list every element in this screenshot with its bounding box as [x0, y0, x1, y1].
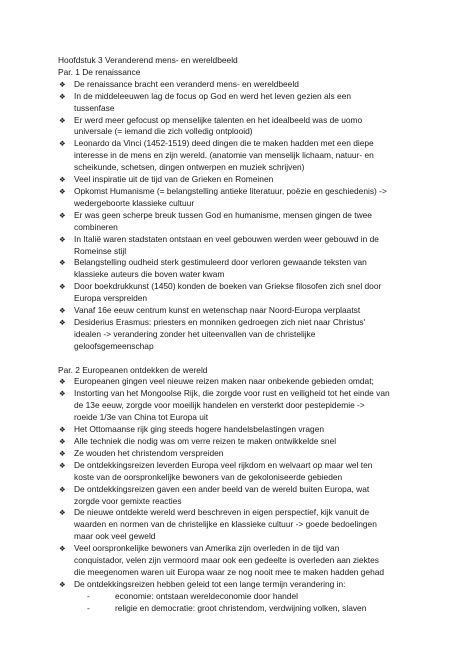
diamond-bullet-icon: ❖	[59, 139, 66, 149]
dash-bullet: -	[87, 590, 90, 601]
dash-bullet: -	[87, 602, 90, 613]
bullet-item	[58, 543, 458, 579]
bullet-item	[58, 210, 458, 234]
diamond-bullet-icon: ❖	[59, 210, 66, 220]
bullet-item	[58, 579, 458, 591]
bullet-text-line: die meegenomen waren uit Europa waar ze nog nooit mee te maken hadden gehad	[74, 566, 385, 577]
bullet-text-line: Veel inspiratie uit de tijd van de Grieken en Romeinen	[74, 174, 274, 185]
document-title: Hoofdstuk 3 Veranderend mens- en wereldbeeld	[58, 55, 238, 65]
bullet-text-line: Leonardo da Vinci (1452-1519) deed dingen die te maken hadden met een diepe	[74, 138, 374, 149]
bullet-text-line: de 13e eeuw, zorgde voor moeilijk handelen en versterkt door pestepidemie ->	[74, 400, 365, 411]
bullet-text-line: idealen -> verandering zonder het uiteenvallen van de christelijke	[74, 328, 316, 339]
bullet-item	[58, 507, 458, 543]
section-heading-2: Par. 2 Europeanen ontdekken de wereld	[58, 364, 208, 375]
diamond-bullet-icon: ❖	[59, 175, 66, 185]
bullet-text-line: combineren	[74, 221, 118, 232]
diamond-bullet-icon: ❖	[59, 436, 66, 446]
bullet-text-line: universale (= iemand die zich volledig ontplooid)	[74, 126, 253, 137]
diamond-bullet-icon: ❖	[59, 484, 66, 494]
bullet-item	[58, 460, 458, 484]
diamond-bullet-icon: ❖	[59, 377, 66, 387]
diamond-bullet-icon: ❖	[59, 544, 66, 554]
bullet-item	[58, 376, 458, 388]
bullet-text-line: Het Ottomaanse rijk ging steeds hogere handelsbelastingen vragen	[74, 424, 325, 435]
bullet-text-line: maar ook veel geweld	[74, 531, 156, 542]
bullet-text-line: De ontdekkingsreizen hebben geleid tot een lange termijn verandering in:	[74, 578, 346, 589]
bullet-item	[58, 186, 458, 210]
document-page	[58, 55, 458, 615]
section-spacer	[58, 353, 458, 365]
diamond-bullet-icon: ❖	[59, 234, 66, 244]
sub-list-text: economie: ontstaan wereldeconomie door handel	[115, 590, 298, 601]
bullet-text-line: Europeanen gingen veel nieuwe reizen maken naar onbekende gebieden omdat;	[74, 376, 374, 387]
diamond-bullet-icon: ❖	[59, 79, 66, 89]
sub-list	[58, 591, 458, 615]
diamond-bullet-icon: ❖	[59, 317, 66, 327]
diamond-bullet-icon: ❖	[59, 389, 66, 399]
diamond-bullet-icon: ❖	[59, 282, 66, 292]
bullet-text-line: tussenfase	[74, 102, 115, 113]
bullet-item	[58, 388, 458, 424]
bullet-item	[58, 484, 458, 508]
bullet-text-line: Ze wouden het christendom verspreiden	[74, 447, 224, 458]
bullet-text-line: Belangstelling oudheid sterk gestimuleerd door verloren gewaande teksten van	[74, 257, 367, 268]
bullet-list-2	[58, 376, 458, 590]
bullet-text-line: De ontdekkingsreizen leverden Europa veel rijkdom en welvaart op maar wel ten	[74, 459, 373, 470]
bullet-text-line: De nieuwe ontdekte wereld werd beschreven in eigen perspectief, kijk vanuit de	[74, 507, 370, 518]
bullet-item	[58, 257, 458, 281]
bullet-text-line: wedergeboorte klassieke cultuur	[74, 197, 195, 208]
bullet-item	[58, 115, 458, 139]
diamond-bullet-icon: ❖	[59, 258, 66, 268]
diamond-bullet-icon: ❖	[59, 115, 66, 125]
bullet-text-line: Vanaf 16e eeuw centrum kunst en wetenschap naar Noord-Europa verplaatst	[74, 305, 361, 316]
bullet-text-line: scheikunde, schetsen, dingen ontwerpen en muziek schrijven)	[74, 162, 305, 173]
bullet-text-line: interesse in de mens en zijn wereld. (anatomie van menselijk lichaam, natuur- en	[74, 150, 374, 161]
bullet-item	[58, 138, 458, 174]
bullet-item	[58, 234, 458, 258]
bullet-item	[58, 424, 458, 436]
diamond-bullet-icon: ❖	[59, 186, 66, 196]
bullet-text-line: Romeinse stijl	[74, 245, 127, 256]
bullet-text-line: Er werd meer gefocust op menselijke talenten en het idealbeeld was de uomo	[74, 114, 363, 125]
sub-list-item	[58, 603, 458, 615]
bullet-text-line: Instorting van het Mongoolse Rijk, die zorgde voor rust en veiligheid tot het einde van	[74, 388, 390, 399]
bullet-text-line: geloofsgemeenschap	[74, 340, 154, 351]
bullet-text-line: De ontdekkingsreizen gaven een ander beeld van de wereld buiten Europa, wat	[74, 483, 370, 494]
bullet-text-line: Opkomst Humanisme (= belangstelling antieke literatuur, poëzie en geschiedenis) ->	[74, 185, 387, 196]
bullet-text-line: koste van de oorspronkelijke bewoners van de gekoloniseerde gebieden	[74, 471, 343, 482]
bullet-text-line: Veel oorspronkelijke bewoners van Amerika zijn overleden in de tijd van	[74, 543, 340, 554]
diamond-bullet-icon: ❖	[59, 91, 66, 101]
bullet-text-line: De renaissance bracht een veranderd mens- en wereldbeeld	[74, 78, 299, 89]
bullet-text-line: Desiderius Erasmus: priesters en monniken gedroegen zich niet naar Christus'	[74, 316, 366, 327]
diamond-bullet-icon: ❖	[59, 579, 66, 589]
bullet-text-line: Europa verspreiden	[74, 293, 148, 304]
bullet-item	[58, 91, 458, 115]
sub-list-text: religie en democratie: groot christendom, verdwijning volken, slaven	[115, 602, 367, 613]
bullet-item	[58, 79, 458, 91]
bullet-text-line: roeide 1/3e van China tot Europa uit	[74, 412, 209, 423]
diamond-bullet-icon: ❖	[59, 460, 66, 470]
bullet-text-line: In de middeleeuwen lag de focus op God en werd het leven gezien als een	[74, 90, 352, 101]
bullet-text-line: Door boekdrukkunst (1450) konden de boeken van Griekse filosofen zich snel door	[74, 281, 382, 292]
bullet-item	[58, 174, 458, 186]
bullet-list-1	[58, 79, 458, 353]
bullet-item	[58, 448, 458, 460]
diamond-bullet-icon: ❖	[59, 306, 66, 316]
bullet-item	[58, 305, 458, 317]
bullet-text-line: conquistador, velen zijn vermoord maar ook een gedeelte is overleden aan ziektes	[74, 555, 379, 566]
bullet-text-line: waarden en normen van de christelijke en klassieke cultuur -> goede bedoelingen	[74, 519, 377, 530]
sub-list-item	[58, 591, 458, 603]
bullet-item	[58, 436, 458, 448]
bullet-text-line: In Italië waren stadstaten ontstaan en veel gebouwen werden weer gebouwd in de	[74, 233, 379, 244]
bullet-text-line: zorgde voor gemixte reacties	[74, 495, 182, 506]
bullet-item	[58, 317, 458, 353]
diamond-bullet-icon: ❖	[59, 425, 66, 435]
bullet-text-line: Er was geen scherpe breuk tussen God en humanisme, mensen gingen de twee	[74, 209, 372, 220]
diamond-bullet-icon: ❖	[59, 508, 66, 518]
bullet-text-line: Alle techniek die nodig was om verre reizen te maken ontwikkelde snel	[74, 435, 337, 446]
section-heading-1: Par. 1 De renaissance	[58, 66, 141, 77]
diamond-bullet-icon: ❖	[59, 448, 66, 458]
bullet-item	[58, 281, 458, 305]
bullet-text-line: klassieke auteurs die boven water kwam	[74, 269, 225, 280]
